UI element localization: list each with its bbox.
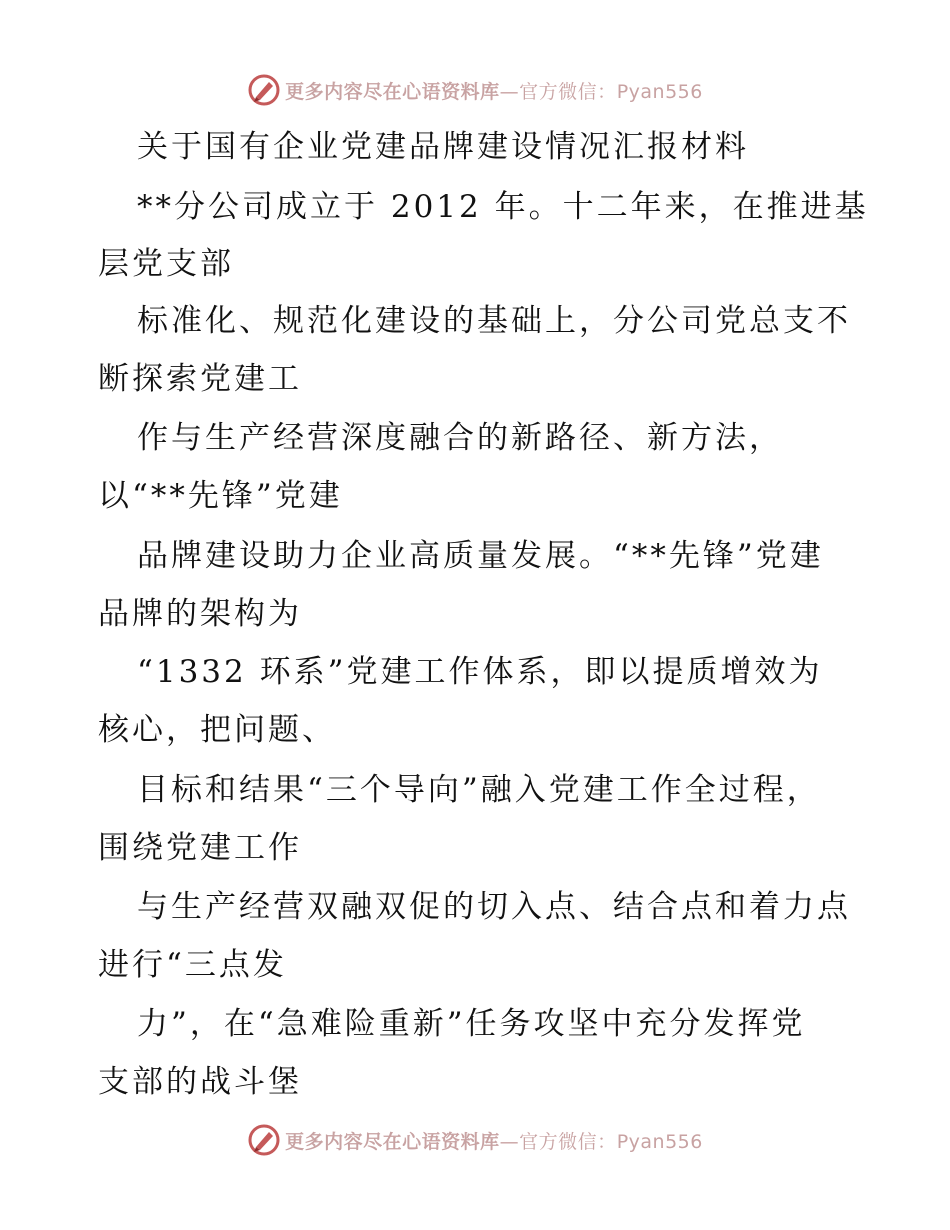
paragraph-line: **分公司成立于 2012 年。十二年来，在推进基 bbox=[137, 189, 869, 225]
paragraph-line: 品牌建设助力企业高质量发展。“**先锋”党建 bbox=[137, 538, 824, 574]
paragraph-line: 与生产经营双融双促的切入点、结合点和着力点 bbox=[137, 889, 851, 925]
footer-watermark bbox=[0, 1120, 950, 1160]
paragraph-line: 目标和结果“三个导向”融入党建工作全过程， bbox=[137, 772, 821, 808]
footer-watermark-text: 更多内容尽在心语资料库 bbox=[285, 1130, 500, 1153]
header-watermark-separator: —官方微信： bbox=[499, 80, 617, 103]
paragraph-line: 进行“三点发 bbox=[98, 947, 287, 983]
header-watermark-id: Pyan556 bbox=[616, 80, 703, 103]
header-watermark-text: 更多内容尽在心语资料库 bbox=[285, 80, 500, 103]
paragraph-line: “1332 环系”党建工作体系，即以提质增效为 bbox=[137, 654, 823, 690]
paragraph-line: 断探索党建工 bbox=[98, 361, 302, 397]
document-title: 关于国有企业党建品牌建设情况汇报材料 bbox=[137, 129, 749, 165]
paragraph-line: 品牌的架构为 bbox=[98, 596, 302, 632]
footer-watermark-text-group bbox=[285, 1127, 703, 1154]
paragraph-line: 标准化、规范化建设的基础上，分公司党总支不 bbox=[137, 303, 851, 339]
paragraph-line: 核心，把问题、 bbox=[98, 712, 336, 748]
paragraph-line: 围绕党建工作 bbox=[98, 830, 302, 866]
paragraph-line: 以“**先锋”党建 bbox=[98, 478, 343, 514]
paragraph-line: 力”，在“急难险重新”任务攻坚中充分发挥党 bbox=[137, 1006, 806, 1042]
footer-watermark-content bbox=[247, 1123, 703, 1157]
paragraph-line: 层党支部 bbox=[98, 246, 234, 282]
paragraph-line: 作与生产经营深度融合的新路径、新方法， bbox=[137, 420, 783, 456]
paragraph-line: 支部的战斗堡 bbox=[98, 1064, 302, 1100]
footer-watermark-separator: —官方微信： bbox=[499, 1130, 617, 1153]
footer-watermark-id: Pyan556 bbox=[616, 1130, 703, 1153]
pen-logo-icon bbox=[247, 1123, 281, 1157]
